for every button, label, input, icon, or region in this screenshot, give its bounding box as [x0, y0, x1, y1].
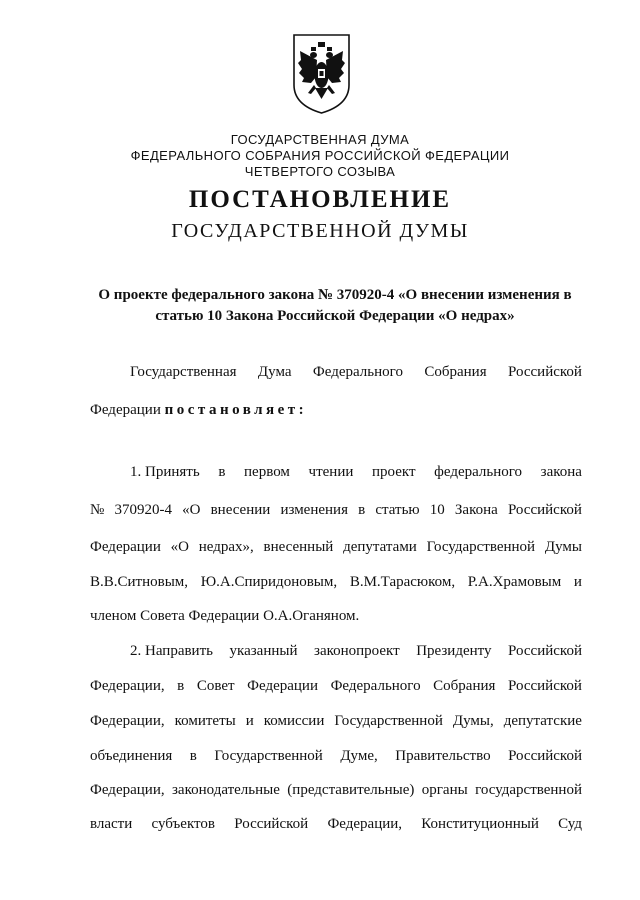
header-line-convocation: ЧЕТВЕРТОГО СОЗЫВА [244, 164, 396, 179]
p2-line-5: Федерации, законодательные (представительные) органы государственной [90, 782, 582, 798]
header-line-duma: ГОСУДАРСТВЕННАЯ ДУМА [230, 132, 410, 147]
header-line-assembly: ФЕДЕРАЛЬНОГО СОБРАНИЯ РОССИЙСКОЙ ФЕДЕРАЦИИ [130, 148, 510, 163]
intro-line-2: Федерации постановляет: [90, 402, 308, 418]
p1-line-4: В.В.Ситновым, Ю.А.Спиридоновым, В.М.Тарасюком, Р.А.Храмовым и [90, 574, 582, 590]
coat-of-arms-emblem [291, 33, 352, 115]
document-title: ПОСТАНОВЛЕНИЕ [188, 186, 452, 213]
p2-line-1: 2. Направить указанный законопроект Президенту Российской [130, 643, 582, 659]
resolves-word: постановляет: [164, 402, 308, 418]
p2-line-2: Федерации, в Совет Федерации Федерального Собрания Российской [90, 678, 582, 694]
p2-line-6: власти субъектов Российской Федерации, Конституционный Суд [90, 816, 582, 832]
intro-line-1: Государственная Дума Федерального Собрания Российской [130, 364, 582, 380]
p2-line-3: Федерации, комитеты и комиссии Государственной Думы, депутатские [90, 713, 582, 729]
p1-line-5: членом Совета Федерации О.А.Оганяном. [90, 608, 360, 624]
p2-line-4: объединения в Государственной Думе, Правительство Российской [90, 748, 582, 764]
p1-line-2: № 370920-4 «О внесении изменения в статью 10 Закона Российской [90, 502, 582, 518]
p1-line-1: 1. Принять в первом чтении проект федерального закона [130, 464, 582, 480]
document-subtitle: ГОСУДАРСТВЕННОЙ ДУМЫ [171, 220, 469, 242]
subject-line-2: статью 10 Закона Российской Федерации «О недрах» [155, 308, 515, 324]
subject-line-1: О проекте федерального закона № 370920-4 «О внесении изменения в [98, 287, 572, 303]
p1-line-3: Федерации «О недрах», внесенный депутатами Государственной Думы [90, 539, 582, 555]
document-subject [90, 285, 580, 327]
